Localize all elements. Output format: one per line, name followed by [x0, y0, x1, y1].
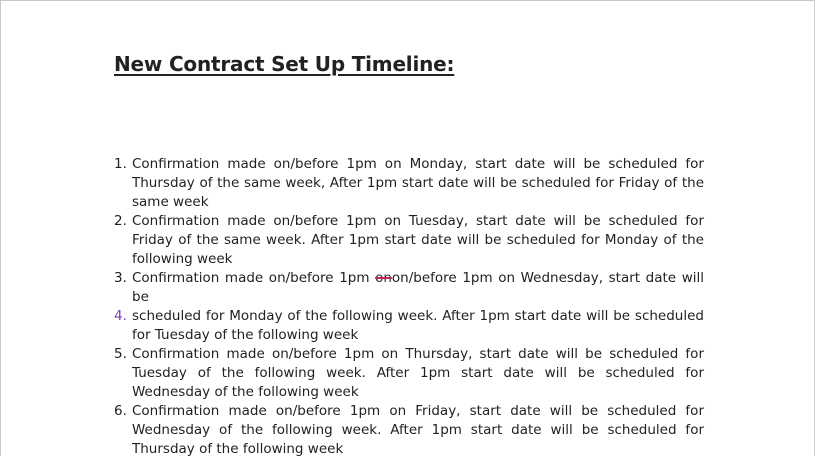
list-item-text[interactable]: Confirmation made on/before 1pm on Friday, start date will be scheduled for Wednesday of the following week. After 1pm start date will be scheduled for Thursday of the following week	[132, 403, 704, 456]
list-item-text-before: Confirmation made on/before 1pm	[132, 270, 376, 286]
numbered-list	[114, 155, 704, 456]
list-item	[114, 345, 704, 402]
list-item	[114, 402, 704, 456]
list-item-text[interactable]: Confirmation made on/before 1pm on Tuesday, start date will be scheduled for Friday of the same week. After 1pm start date will be scheduled for Monday of the following week	[132, 213, 704, 267]
list-item	[114, 155, 704, 212]
list-item-text[interactable]	[132, 269, 704, 307]
list-item	[114, 269, 704, 307]
list-number: 5.	[114, 346, 127, 362]
list-number: 1.	[114, 156, 127, 172]
list-number-revised: 4.	[114, 308, 127, 324]
list-item	[114, 212, 704, 269]
tracked-deletion[interactable]: on	[375, 270, 392, 286]
list-item-text-after: on/before 1pm on Wednesday, start date will be	[132, 270, 704, 305]
list-item-text[interactable]: Confirmation made on/before 1pm on Monday, start date will be scheduled for Thursday of the same week, After 1pm start date will be scheduled for Friday of the same week	[132, 156, 704, 210]
document-title: New Contract Set Up Timeline:	[114, 52, 455, 76]
list-number: 6.	[114, 403, 127, 419]
list-number: 3.	[114, 270, 127, 286]
list-item	[114, 307, 704, 345]
list-item-text[interactable]: Confirmation made on/before 1pm on Thursday, start date will be scheduled for Tuesday of the following week. After 1pm start date will be scheduled for Wednesday of the following week	[132, 346, 704, 400]
list-number: 2.	[114, 213, 127, 229]
list-item-text[interactable]: scheduled for Monday of the following week. After 1pm start date will be scheduled for Tuesday of the following week	[132, 308, 704, 343]
